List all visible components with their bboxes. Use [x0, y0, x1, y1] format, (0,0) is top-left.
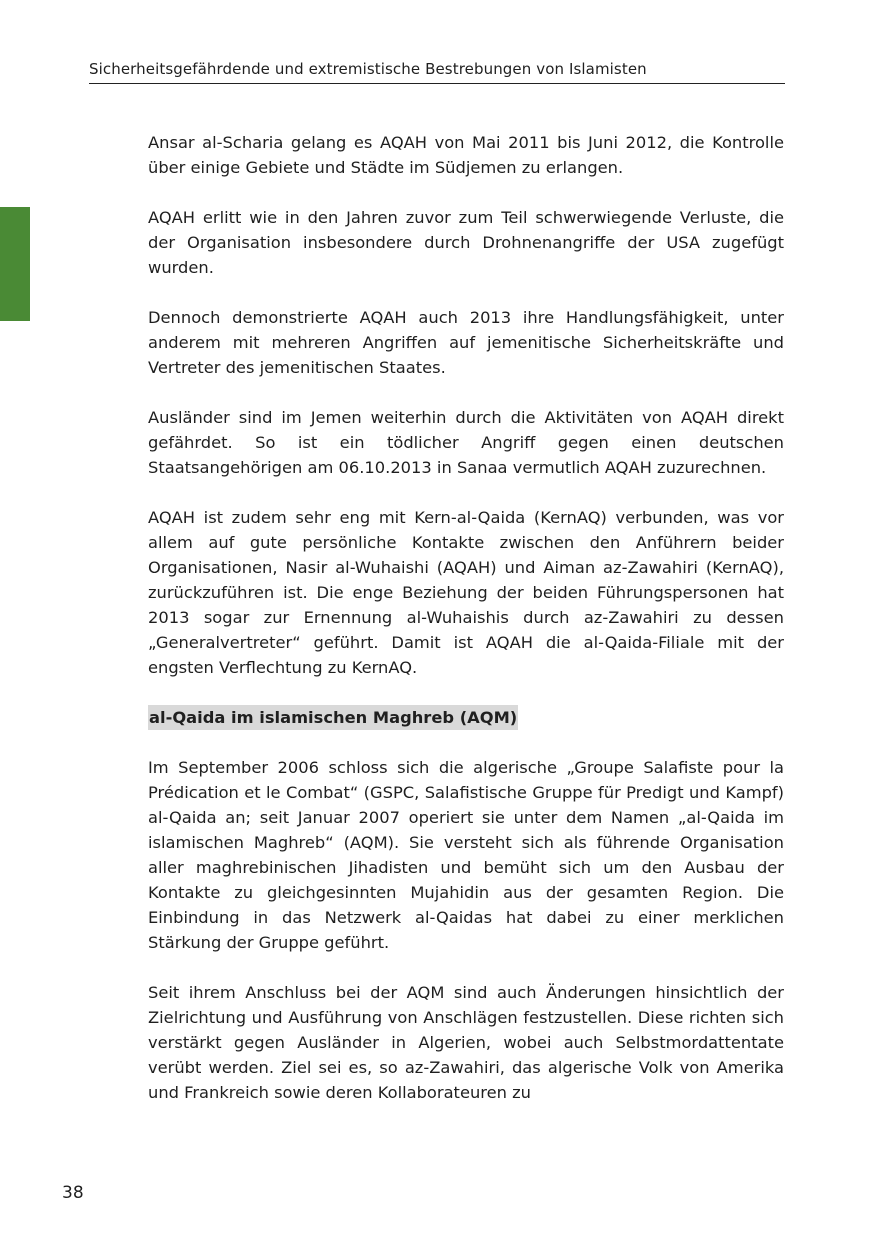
body-paragraph: Ausländer sind im Jemen weiterhin durch die Aktivitäten von AQAH direkt gefährdet. So ist ein tödlicher Angriff gegen einen deutschen Staatsangehörigen am 06.10.2013 in Sanaa vermutlich AQAH zuzurechnen.	[148, 408, 784, 477]
body-paragraph: AQAH ist zudem sehr eng mit Kern-al-Qaida (KernAQ) verbunden, was vor allem auf gute persönliche Kontakte zwischen den Anführern beider Organisationen, Nasir al-Wuhaishi (AQAH) und Aiman az-Zawahiri (KernAQ), zurückzuführen ist. Die enge Beziehung der beiden Führungspersonen hat 2013 sogar zur Ernennung al-Wuhaishis durch az-Zawahiri zu dessen „Generalvertreter“ geführt. Damit ist AQAH die al-Qaida-Filiale mit der engsten Verflechtung zu KernAQ.	[148, 508, 784, 677]
page-body	[148, 130, 784, 1130]
chapter-side-tab	[0, 207, 30, 321]
body-paragraph: Dennoch demonstrierte AQAH auch 2013 ihre Handlungsfähigkeit, unter anderem mit mehreren Angriffen auf jemenitische Sicherheitskräfte und Vertreter des jemenitischen Staates.	[148, 308, 784, 377]
body-paragraph: AQAH erlitt wie in den Jahren zuvor zum Teil schwerwiegende Verluste, die der Organisation insbesondere durch Drohnenangriffe der USA zugefügt wurden.	[148, 208, 784, 277]
section-heading: al-Qaida im islamischen Maghreb (AQM)	[148, 705, 518, 730]
body-paragraph: Ansar al-Scharia gelang es AQAH von Mai 2011 bis Juni 2012, die Kontrolle über einige Gebiete und Städte im Südjemen zu erlangen.	[148, 133, 784, 177]
page-number: 38	[62, 1183, 84, 1203]
running-header	[89, 58, 785, 84]
running-header-title: Sicherheitsgefährdende und extremistische Bestrebungen von Islamisten	[89, 60, 647, 78]
section-paragraph: Seit ihrem Anschluss bei der AQM sind auch Änderungen hinsichtlich der Zielrichtung und Ausführung von Anschlägen festzustellen. Diese richten sich verstärkt gegen Ausländer in Algerien, wobei auch Selbstmordattentate verübt werden. Ziel sei es, so az-Zawahiri, das algerische Volk von Amerika und Frankreich sowie deren Kollaborateuren zu	[148, 983, 784, 1102]
section-paragraph: Im September 2006 schloss sich die algerische „Groupe Salafiste pour la Prédication et le Combat“ (GSPC, Salafistische Gruppe für Predigt und Kampf) al-Qaida an; seit Januar 2007 operiert sie unter dem Namen „al-Qaida im islamischen Maghreb“ (AQM). Sie versteht sich als führende Organisation aller maghrebinischen Jihadisten und bemüht sich um den Ausbau der Kontakte zu gleichgesinnten Mujahidin aus der gesamten Region. Die Einbindung in das Netzwerk al-Qaidas hat dabei zu einer merklichen Stärkung der Gruppe geführt.	[148, 758, 784, 952]
